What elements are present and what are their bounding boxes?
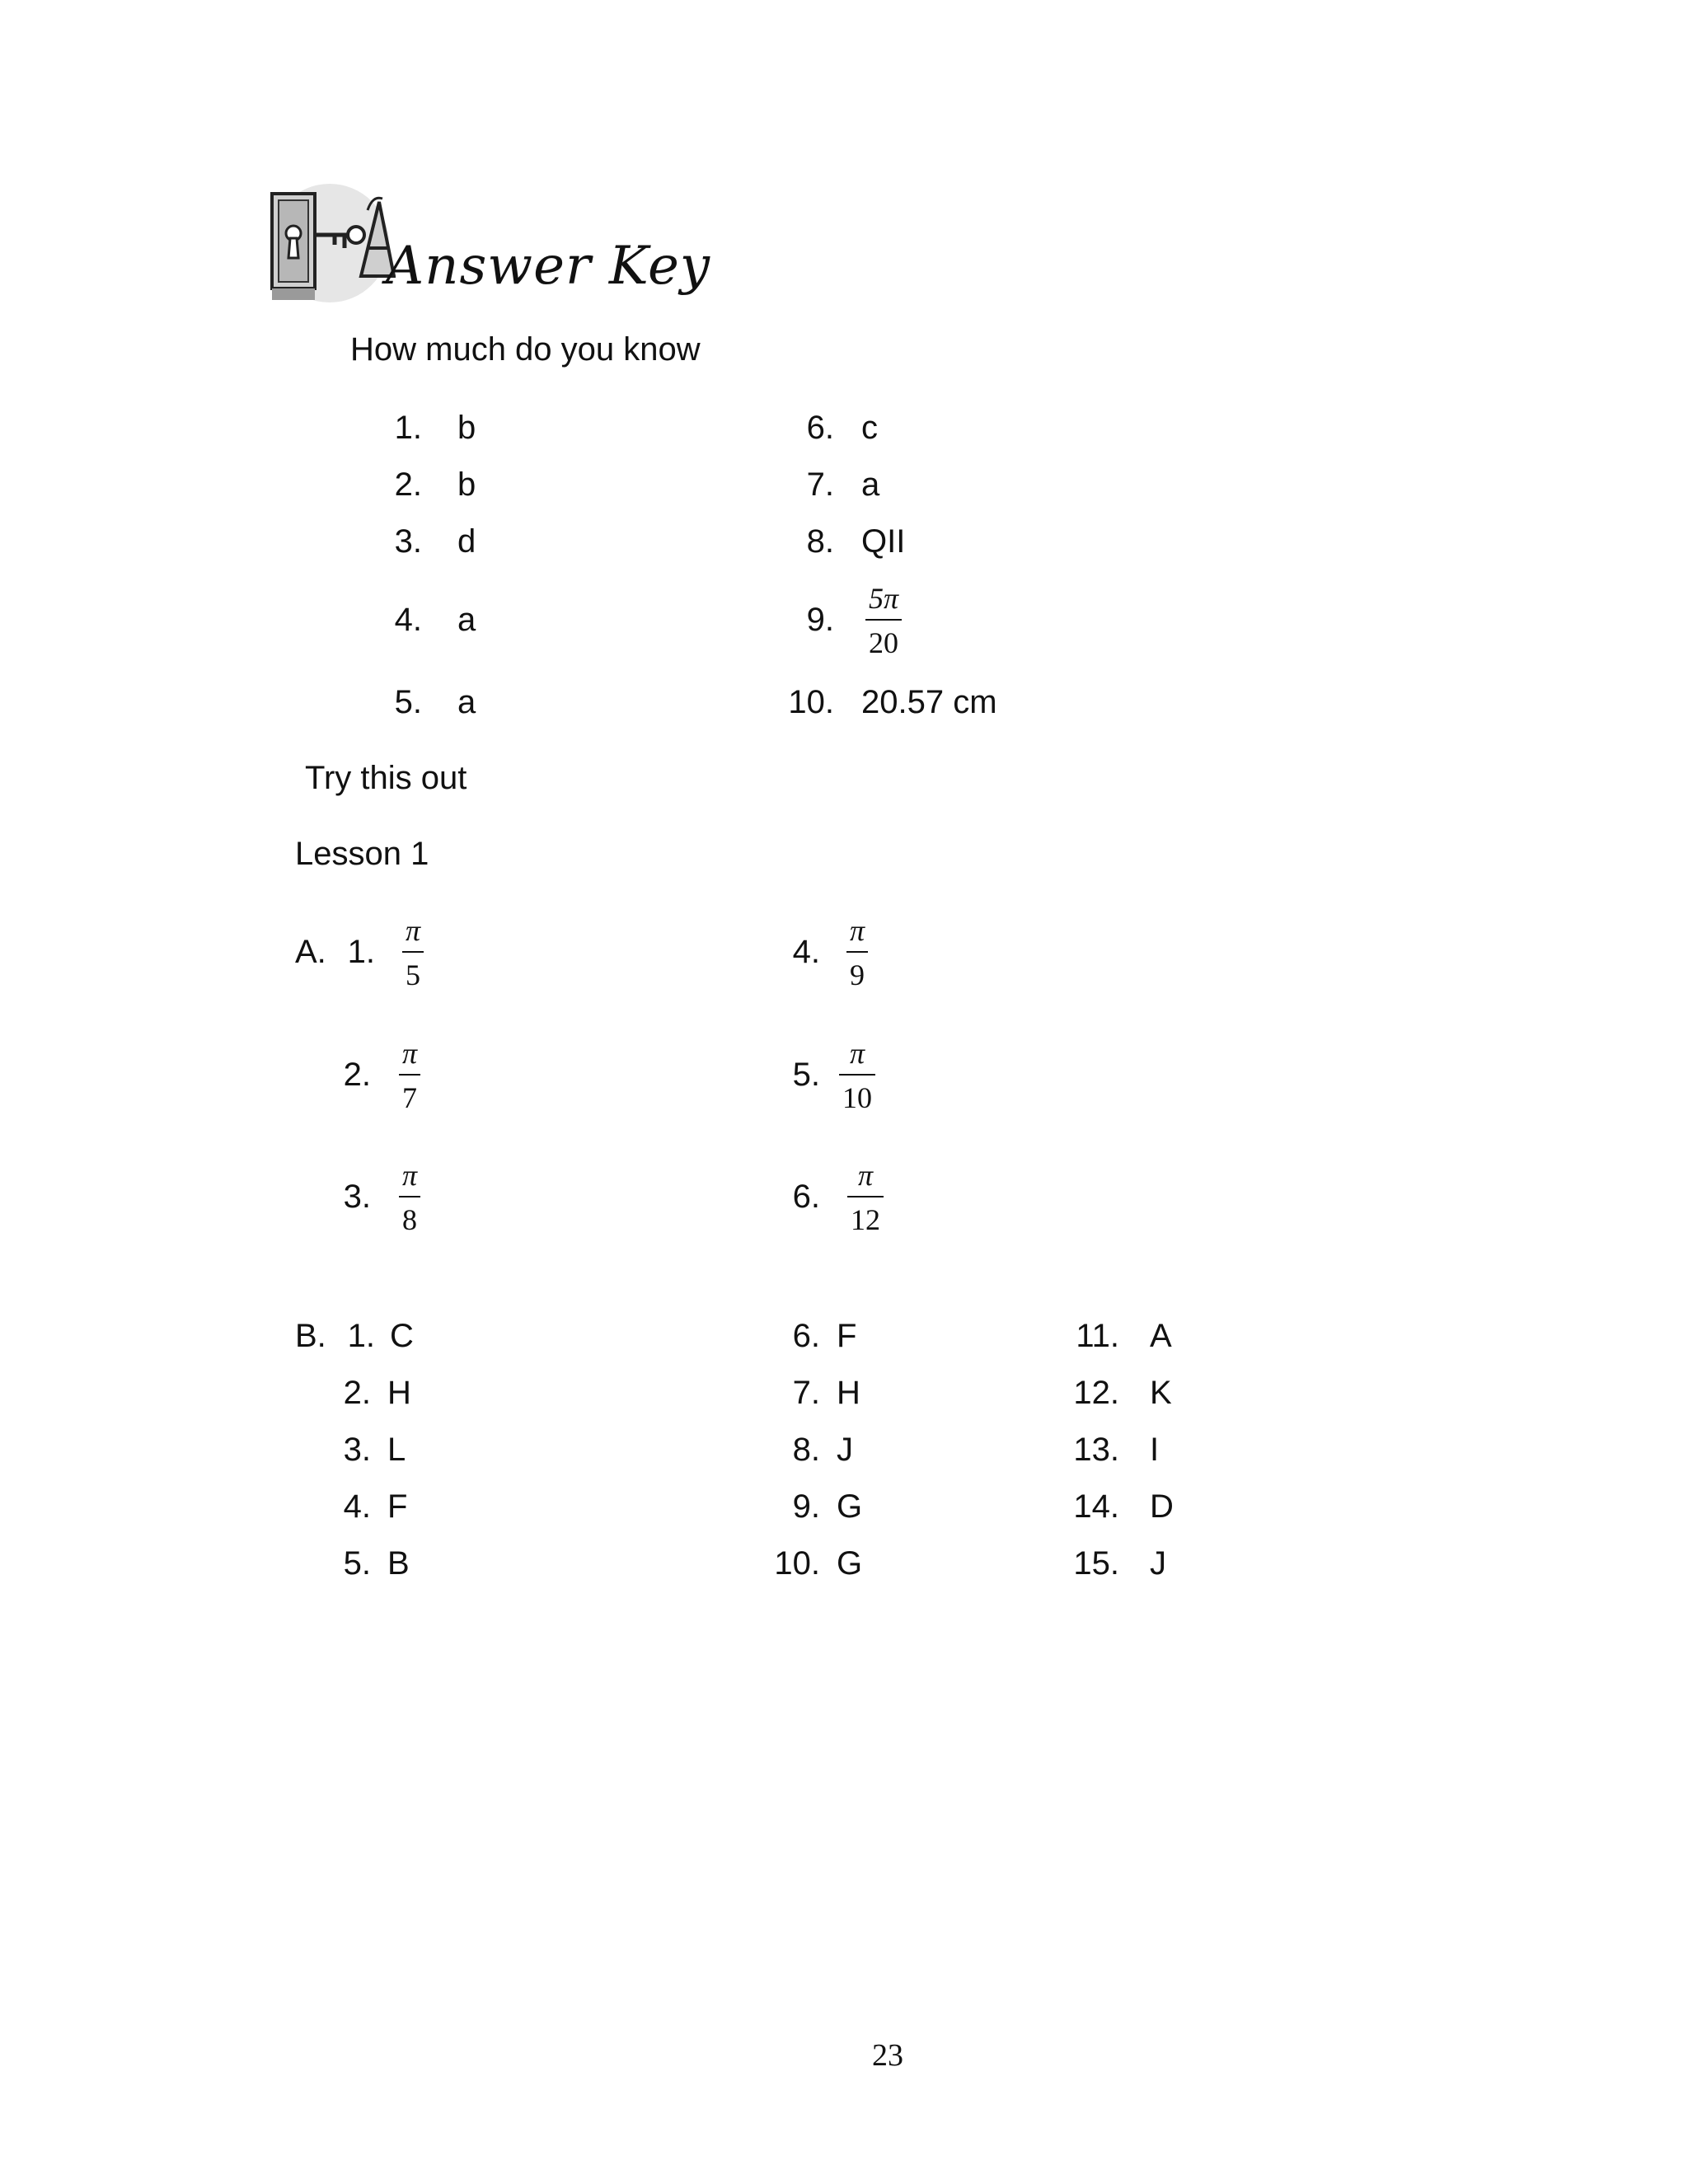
key-lock-icon (264, 177, 396, 309)
fraction (847, 1158, 884, 1237)
fraction-denominator: 5 (406, 958, 421, 991)
pretest-answer: QII (861, 523, 906, 560)
fraction-denominator: 12 (851, 1203, 880, 1236)
pretest-answer: d (457, 523, 476, 560)
pretest-answer: 20.57 cm (861, 684, 997, 720)
part-b-number: 9. (792, 1488, 820, 1525)
part-b-number: 3. (343, 1432, 371, 1468)
fraction-numerator: 5π (869, 582, 899, 615)
pretest-number: 10. (788, 684, 834, 720)
part-b-answer: C (390, 1318, 414, 1354)
fraction-numerator: π (402, 1159, 418, 1192)
pretest-number: 4. (394, 602, 422, 638)
part-b-number: 15. (1073, 1545, 1119, 1582)
fraction-numerator: π (850, 914, 865, 947)
section-heading-how-much: How much do you know (350, 331, 701, 368)
part-b-answer: A (1150, 1318, 1172, 1354)
section-heading-try-this-out: Try this out (305, 760, 467, 796)
fraction-denominator: 20 (869, 626, 899, 659)
part-b-answer: J (837, 1432, 853, 1468)
fraction (865, 581, 902, 660)
fraction (399, 1036, 420, 1115)
fraction (839, 1036, 875, 1115)
fraction-bar (847, 1196, 884, 1197)
pretest-answer: b (457, 466, 476, 503)
part-b-answer: B (387, 1545, 410, 1582)
part-a-number: 6. (792, 1179, 820, 1215)
page-number: 23 (872, 2038, 903, 2073)
fraction-numerator: π (402, 1037, 418, 1070)
part-b-answer: F (837, 1318, 857, 1354)
part-a-number: 1. (347, 934, 375, 970)
part-b-answer: H (387, 1375, 411, 1411)
part-b-number: 7. (792, 1375, 820, 1411)
pretest-answer: c (861, 410, 878, 446)
part-b-answer: I (1150, 1432, 1160, 1468)
part-label: A. (295, 934, 326, 970)
lesson-heading: Lesson 1 (295, 836, 429, 872)
pretest-number: 7. (806, 466, 834, 503)
fraction-denominator: 10 (842, 1081, 872, 1114)
fraction (402, 913, 424, 992)
pretest-answer: b (457, 410, 476, 446)
part-b-answer: L (387, 1432, 406, 1468)
page-title: Answer Key (386, 236, 710, 297)
fraction (399, 1158, 420, 1237)
fraction-denominator: 7 (402, 1081, 418, 1114)
part-b-number: 2. (343, 1375, 371, 1411)
pretest-number: 2. (394, 466, 422, 503)
fraction-bar (402, 951, 424, 953)
part-b-number: 6. (792, 1318, 820, 1354)
fraction-numerator: π (857, 1159, 874, 1192)
fraction (846, 913, 868, 992)
fraction-bar (865, 619, 902, 621)
part-b-answer: G (837, 1545, 863, 1582)
pretest-number: 8. (806, 523, 834, 560)
part-a-number: 3. (343, 1179, 371, 1215)
part-b-answer: H (837, 1375, 860, 1411)
pretest-number: 1. (394, 410, 422, 446)
part-a-number: 4. (792, 934, 820, 970)
part-b-number: 12. (1073, 1375, 1119, 1411)
pretest-number: 5. (394, 684, 422, 720)
pretest-number: 6. (806, 410, 834, 446)
fraction-denominator: 9 (850, 958, 865, 991)
part-b-number: 5. (343, 1545, 371, 1582)
pretest-answer: a (861, 466, 880, 503)
part-b-answer: K (1150, 1375, 1172, 1411)
fraction-bar (839, 1074, 875, 1076)
part-b-number: 14. (1073, 1488, 1119, 1525)
part-label: B. (295, 1318, 326, 1354)
fraction-bar (846, 951, 868, 953)
pretest-number: 9. (806, 602, 834, 638)
pretest-answer: a (457, 684, 476, 720)
part-b-number: 10. (774, 1545, 820, 1582)
part-b-number: 13. (1073, 1432, 1119, 1468)
pretest-number: 3. (394, 523, 422, 560)
part-a-number: 2. (343, 1057, 371, 1093)
part-a-number: 5. (792, 1057, 820, 1093)
fraction-denominator: 8 (402, 1203, 418, 1236)
part-b-answer: F (387, 1488, 408, 1525)
fraction-bar (399, 1074, 420, 1076)
part-b-number: 1. (347, 1318, 375, 1354)
answer-key-header (264, 177, 710, 309)
pretest-answer: a (457, 602, 476, 638)
part-b-answer: J (1150, 1545, 1166, 1582)
fraction-numerator: π (849, 1037, 865, 1070)
fraction-bar (399, 1196, 420, 1197)
fraction-numerator: π (406, 914, 421, 947)
part-b-answer: G (837, 1488, 863, 1525)
part-b-number: 8. (792, 1432, 820, 1468)
part-b-answer: D (1150, 1488, 1174, 1525)
part-b-number: 4. (343, 1488, 371, 1525)
part-b-number: 11. (1076, 1318, 1119, 1354)
